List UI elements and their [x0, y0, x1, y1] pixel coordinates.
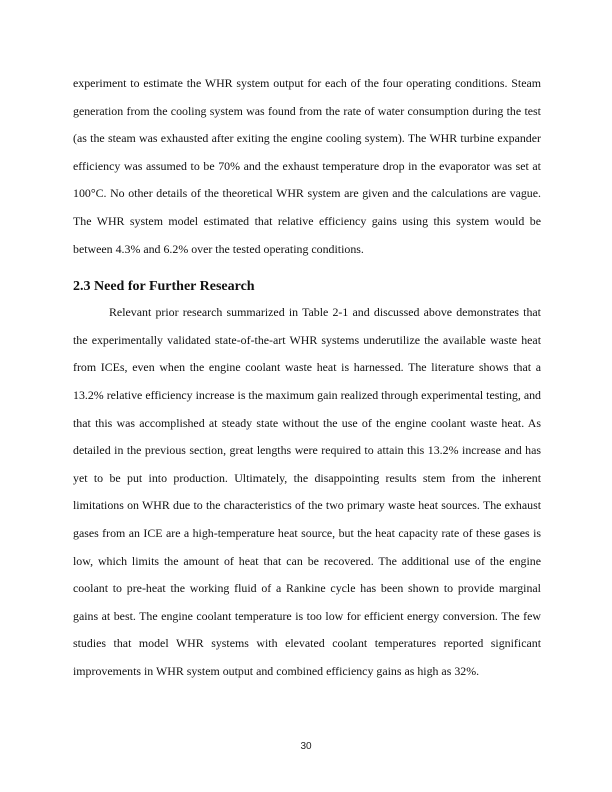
section-heading: 2.3 Need for Further Research [73, 279, 255, 295]
paragraph-continued: experiment to estimate the WHR system output for each of the four operating conditions. Steam generation from the cooling system was found from the rate of water consumption during the test (as the steam was exhausted after exiting the engine cooling system). The WHR turbine expander efficiency was assumed to be 70% and the exhaust temperature drop in the evaporator was set at 100°C. No other details of the theoretical WHR system are given and the calculations are vague. The WHR system model estimated that relative efficiency gains using this system would be between 4.3% and 6.2% over the tested operating conditions. [73, 76, 541, 256]
body-text [73, 70, 541, 685]
paragraph-need-for-research: Relevant prior research summarized in Table 2-1 and discussed above demonstrates that the experimentally validated state-of-the-art WHR systems underutilize the available waste heat from ICEs, even when the engine coolant waste heat is harnessed. The literature shows that a 13.2% relative efficiency increase is the maximum gain realized through experimental testing, and that this was accomplished at steady state without the use of the engine coolant waste heat. As detailed in the previous section, great lengths were required to attain this 13.2% increase and has yet to be put into production. Ultimately, the disappointing results stem from the inherent limitations on WHR due to the characteristics of the two primary waste heat sources. The exhaust gases from an ICE are a high-temperature heat source, but the heat capacity rate of these gases is low, which limits the amount of heat that can be recovered. The additional use of the engine coolant to pre-heat the working fluid of a Rankine cycle has been shown to provide marginal gains at best. The engine coolant temperature is too low for efficient energy conversion. The few studies that model WHR systems with elevated coolant temperatures reported significant improvements in WHR system output and combined efficiency gains as high as 32%. [73, 305, 541, 678]
page-number: 30 [300, 741, 312, 752]
